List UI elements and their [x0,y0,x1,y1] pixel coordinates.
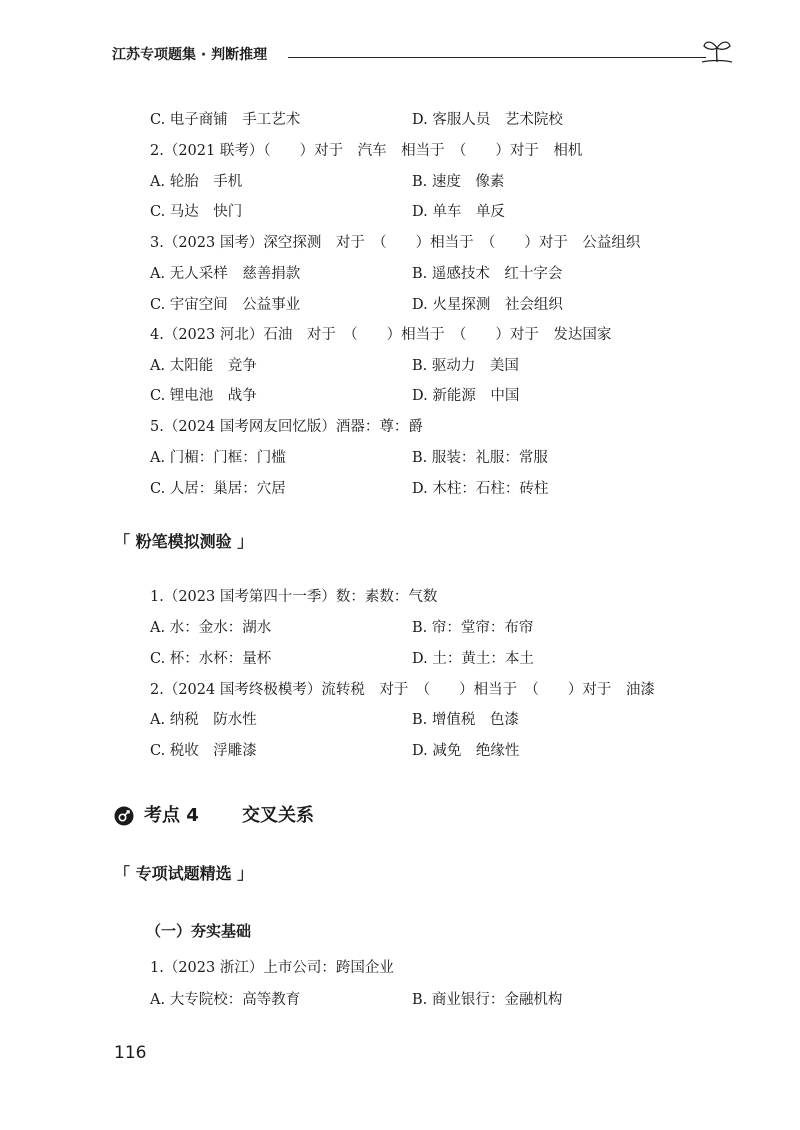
section-heading-zhuanxiang: 「 专项试题精选 」 [114,864,254,883]
option-a: A. 大专院校：高等教育 [150,992,301,1008]
question-1: 1.（2023 浙江）上市公司：跨国企业 [150,960,394,976]
option-d: D. 客服人员 艺术院校 [412,112,563,128]
option-d: D. 新能源 中国 [412,388,520,404]
option-c: C. 宇宙空间 公益事业 [150,297,301,313]
option-c: C. 杯：水杯：量杯 [150,651,272,667]
option-a: A. 门楣：门框：门槛 [150,450,286,466]
option-a: A. 太阳能 竞争 [150,358,257,374]
kaodian-title: 交叉关系 [242,805,314,826]
section-heading-mock: 「 粉笔模拟测验 」 [114,532,254,551]
option-b: B. 服装：礼服：常服 [412,450,548,466]
option-b: B. 商业银行：金融机构 [412,992,563,1008]
question-1: 1.（2023 国考第四十一季）数：素数：气数 [150,589,438,605]
option-c: C. 锂电池 战争 [150,388,257,404]
option-b: B. 速度 像素 [412,174,505,190]
option-d: D. 减免 绝缘性 [412,743,520,759]
option-c: C. 税收 浮雕漆 [150,743,257,759]
option-a: A. 纳税 防水性 [150,712,257,728]
question-2: 2.（2021 联考）（ ）对于 汽车 相当于 （ ）对于 相机 [150,143,583,159]
option-a: A. 无人采样 慈善捐款 [150,266,301,282]
option-d: D. 火星探测 社会组织 [412,297,563,313]
header-rule [288,57,706,58]
option-d: D. 土：黄土：本土 [412,651,534,667]
option-c: C. 电子商铺 手工艺术 [150,112,301,128]
option-c: C. 人居：巢居：穴居 [150,481,286,497]
header-title: 江苏专项题集 · 判断推理 [112,47,268,63]
running-header [112,44,732,68]
option-b: B. 帘：堂帘：布帘 [412,620,534,636]
option-b: B. 遥感技术 红十字会 [412,266,563,282]
page-number: 116 [114,1043,147,1063]
kaodian-badge-icon [114,806,134,826]
question-3: 3.（2023 国考）深空探测 对于 （ ）相当于 （ ）对于 公益组织 [150,235,641,251]
option-a: A. 水：金水：湖水 [150,620,272,636]
subsection-heading: （一）夯实基础 [146,922,252,940]
option-b: B. 驱动力 美国 [412,358,519,374]
question-4: 4.（2023 河北）石油 对于 （ ）相当于 （ ）对于 发达国家 [150,327,612,343]
option-b: B. 增值税 色漆 [412,712,519,728]
question-5: 5.（2024 国考网友回忆版）酒器：尊：爵 [150,419,423,435]
question-2: 2.（2024 国考终极模考）流转税 对于 （ ）相当于 （ ）对于 油漆 [150,682,655,698]
kaodian-label: 考点 4 [144,805,199,826]
option-d: D. 木柱：石柱：砖柱 [412,481,549,497]
sprout-icon [702,38,732,64]
option-c: C. 马达 快门 [150,204,243,220]
option-d: D. 单车 单反 [412,204,505,220]
option-a: A. 轮胎 手机 [150,174,243,190]
